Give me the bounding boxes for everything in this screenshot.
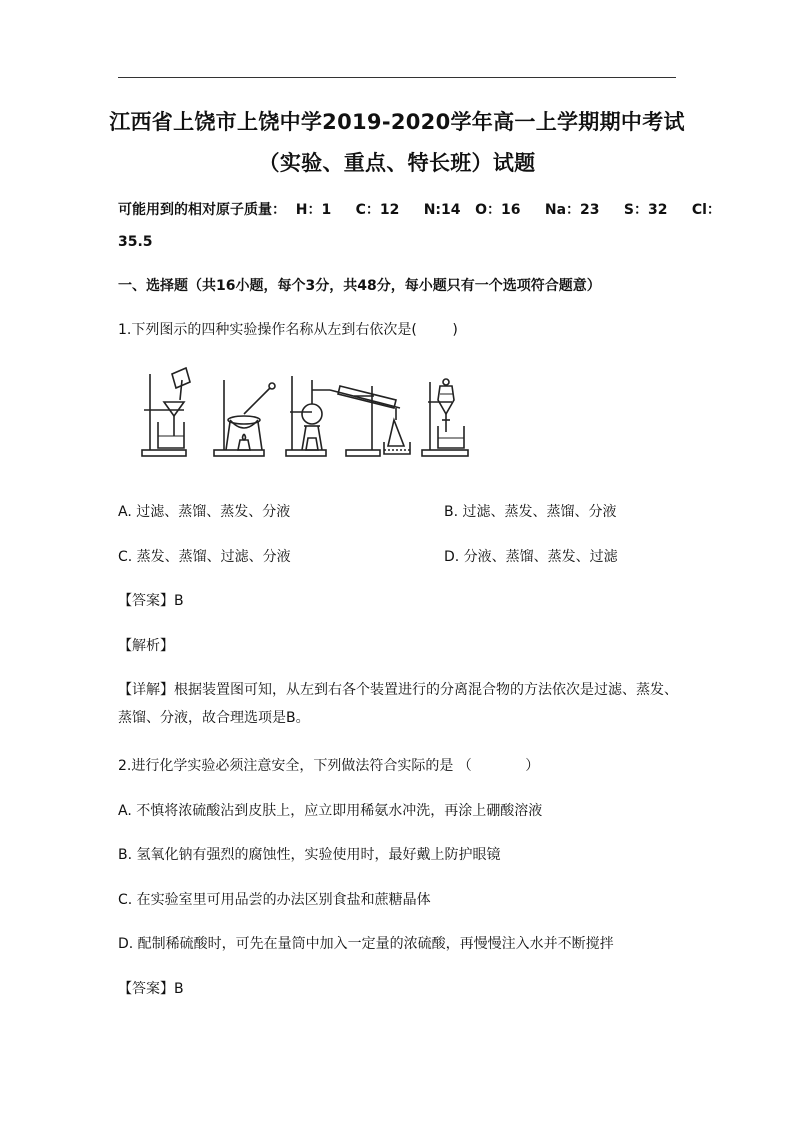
question-1-answer: 【答案】B xyxy=(118,593,184,609)
section-heading: 一、选择题（共16小题，每个3分，共48分，每小题只有一个选项符合题意） xyxy=(118,278,601,294)
question-2-stem: 2.进行化学实验必须注意安全，下列做法符合实际的是 （ ） xyxy=(118,758,540,774)
question-1-stem: 1.下列图示的四种实验操作名称从左到右依次是( ) xyxy=(118,322,458,338)
question-1-option-d: D. 分液、蒸馏、蒸发、过滤 xyxy=(444,549,618,565)
separatory-funnel-apparatus xyxy=(422,379,468,456)
atomic-mass-line: 可能用到的相对原子质量： H：1 C：12 N:14 O：16 Na：23 S：32 Cl： xyxy=(118,202,721,218)
question-2-answer: 【答案】B xyxy=(118,981,184,997)
filtration-apparatus xyxy=(142,368,190,456)
question-1-detail: 【详解】根据装置图可知，从左到右各个装置进行的分离混合物的方法依次是过滤、蒸发、蒸馏、分液，故合理选项是B。 xyxy=(118,682,678,726)
question-1-option-c: C. 蒸发、蒸馏、过滤、分液 xyxy=(118,549,291,565)
question-2-option-d: D. 配制稀硫酸时，可先在量筒中加入一定量的浓硫酸，再慢慢注入水并不断搅拌 xyxy=(118,936,614,952)
evaporation-apparatus xyxy=(214,380,275,456)
distillation-apparatus xyxy=(286,376,410,456)
question-1-analysis-label: 【解析】 xyxy=(118,638,174,654)
question-2-option-b: B. 氢氧化钠有强烈的腐蚀性，实验使用时，最好戴上防护眼镜 xyxy=(118,847,501,863)
question-1-option-b: B. 过滤、蒸发、蒸馏、分液 xyxy=(444,504,617,520)
document-subtitle: （实验、重点、特长班）试题 xyxy=(258,151,536,175)
header-rule xyxy=(118,77,676,78)
question-1-option-a: A. 过滤、蒸馏、蒸发、分液 xyxy=(118,504,291,520)
document-title: 江西省上饶市上饶中学2019-2020学年高一上学期期中考试 xyxy=(109,110,685,134)
atomic-mass-line-cont: 35.5 xyxy=(118,234,153,250)
question-2-option-a: A. 不慎将浓硫酸沾到皮肤上，应立即用稀氨水冲洗，再涂上硼酸溶液 xyxy=(118,803,543,819)
lab-apparatus-figure xyxy=(134,362,474,462)
question-2-option-c: C. 在实验室里可用品尝的办法区别食盐和蔗糖晶体 xyxy=(118,892,431,908)
